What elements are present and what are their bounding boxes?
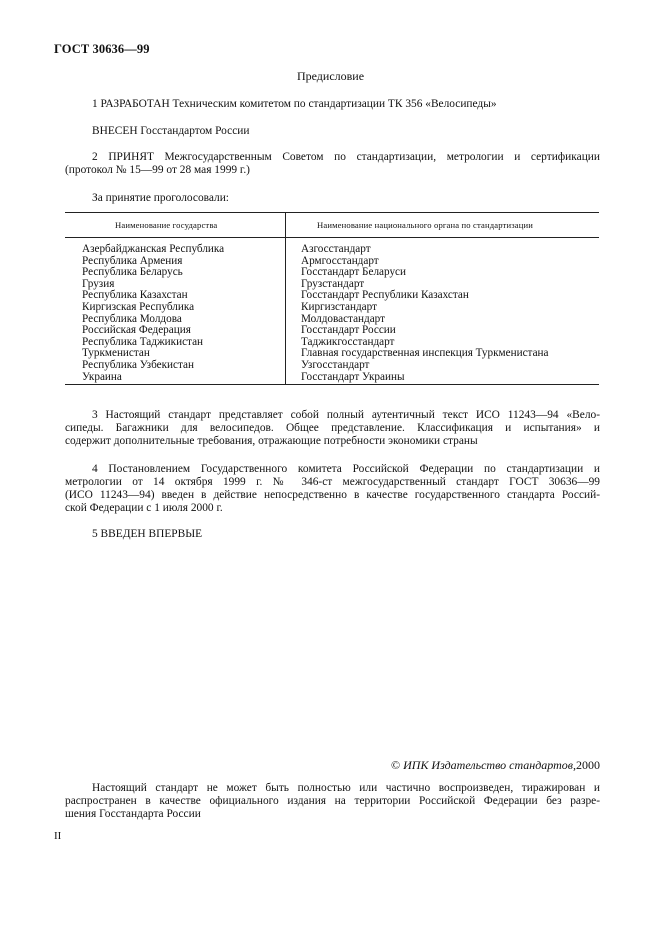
item-4-resolution [65, 463, 600, 515]
state-name: Республика Таджикистан [82, 335, 204, 348]
standards-body-name: Грузстандарт [301, 277, 365, 290]
item-introduced: ВНЕСЕН Госстандартом России [92, 125, 250, 137]
state-name: Республика Беларусь [82, 266, 183, 279]
state-name: Азербайджанская Республика [82, 243, 225, 255]
table-column-states [82, 244, 224, 383]
standards-body-name: Госстандарт России [301, 324, 396, 337]
item-4-line-2: метрологии от 14 октября 1999 г. № 346-ст межгосударственный стандарт ГОСТ 30636—99 [65, 476, 600, 488]
state-name: Республика Молдова [82, 312, 182, 325]
notice-line-1: Настоящий стандарт не может быть полностью или частично воспроизведен, тиражирован и [92, 782, 600, 794]
standards-body-name: Таджикгосстандарт [301, 335, 395, 348]
copyright-symbol: © [391, 758, 401, 772]
standards-body-name: Госстандарт Украины [301, 370, 405, 383]
state-name: Грузия [82, 277, 115, 290]
reproduction-notice [65, 782, 600, 821]
item-2-line-1: 2 ПРИНЯТ Межгосударственным Советом по стандартизации, метрологии и сертификации [92, 151, 600, 163]
table-header-body: Наименование национального органа по стандартизации [317, 220, 533, 230]
state-name: Республика Армения [82, 254, 183, 267]
standards-body-name: Молдовастандарт [301, 312, 386, 325]
standards-body-name: Госстандарт Республики Казахстан [301, 289, 469, 302]
state-name: Киргизская Республика [82, 300, 195, 313]
standards-body-name: Госстандарт Беларуси [301, 266, 406, 279]
notice-line-3: шения Госстандарта России [65, 808, 201, 820]
item-3-line-2: сипеды. Багажники для велосипедов. Общее представление. Классификация и испытания» и [65, 422, 600, 434]
state-name: Российская Федерация [82, 324, 191, 337]
copyright-year: 2000 [576, 758, 600, 772]
item-4-line-4: ской Федерации с 1 июля 2000 г. [65, 502, 223, 514]
standards-body-name: Главная государственная инспекция Туркменистана [301, 347, 549, 360]
preface-title: Предисловие [296, 69, 365, 83]
item-1-developed: 1 РАЗРАБОТАН Техническим комитетом по стандартизации ТК 356 «Велосипеды» [92, 98, 497, 110]
table-header-divider [65, 237, 599, 238]
page-number: II [54, 830, 62, 842]
state-name: Украина [82, 370, 122, 383]
document-code: ГОСТ 30636—99 [54, 42, 150, 56]
state-name: Туркменистан [82, 347, 150, 360]
table-column-bodies [301, 244, 548, 383]
item-4-line-1: 4 Постановлением Государственного комитета Российской Федерации по стандартизации и [92, 463, 600, 475]
item-3-line-1: 3 Настоящий стандарт представляет собой полный аутентичный текст ИСО 11243—94 «Вело- [92, 409, 600, 421]
voted-label: За принятие проголосовали: [92, 192, 229, 204]
state-name: Республика Казахстан [82, 289, 188, 302]
item-5-first-introduced: 5 ВВЕДЕН ВПЕРВЫЕ [92, 528, 203, 540]
item-3-authentic-text [65, 409, 600, 448]
standards-body-name: Армгосстандарт [301, 254, 379, 267]
item-2-adopted [65, 151, 600, 177]
member-states-table [65, 212, 599, 385]
item-2-line-2: (протокол № 15—99 от 28 мая 1999 г.) [65, 164, 250, 176]
standards-body-name: Азгосстандарт [301, 243, 371, 255]
standards-body-name: Узгосстандарт [301, 358, 370, 371]
table-header-state: Наименование государства [115, 220, 218, 230]
item-3-line-3: содержит дополнительные требования, отражающие потребности экономики страны [65, 435, 478, 447]
state-name: Республика Узбекистан [82, 358, 194, 371]
copyright-line [391, 759, 600, 772]
copyright-publisher: ИПК Издательство стандартов, [403, 758, 576, 772]
item-4-line-3: (ИСО 11243—94) введен в действие непосредственно в качестве государственного стандарта Россий- [65, 489, 600, 501]
table-column-divider [285, 213, 286, 384]
notice-line-2: распространен в качестве официального издания на территории Российской Федерации без разре- [65, 795, 600, 807]
standards-body-name: Киргизстандарт [301, 300, 377, 313]
